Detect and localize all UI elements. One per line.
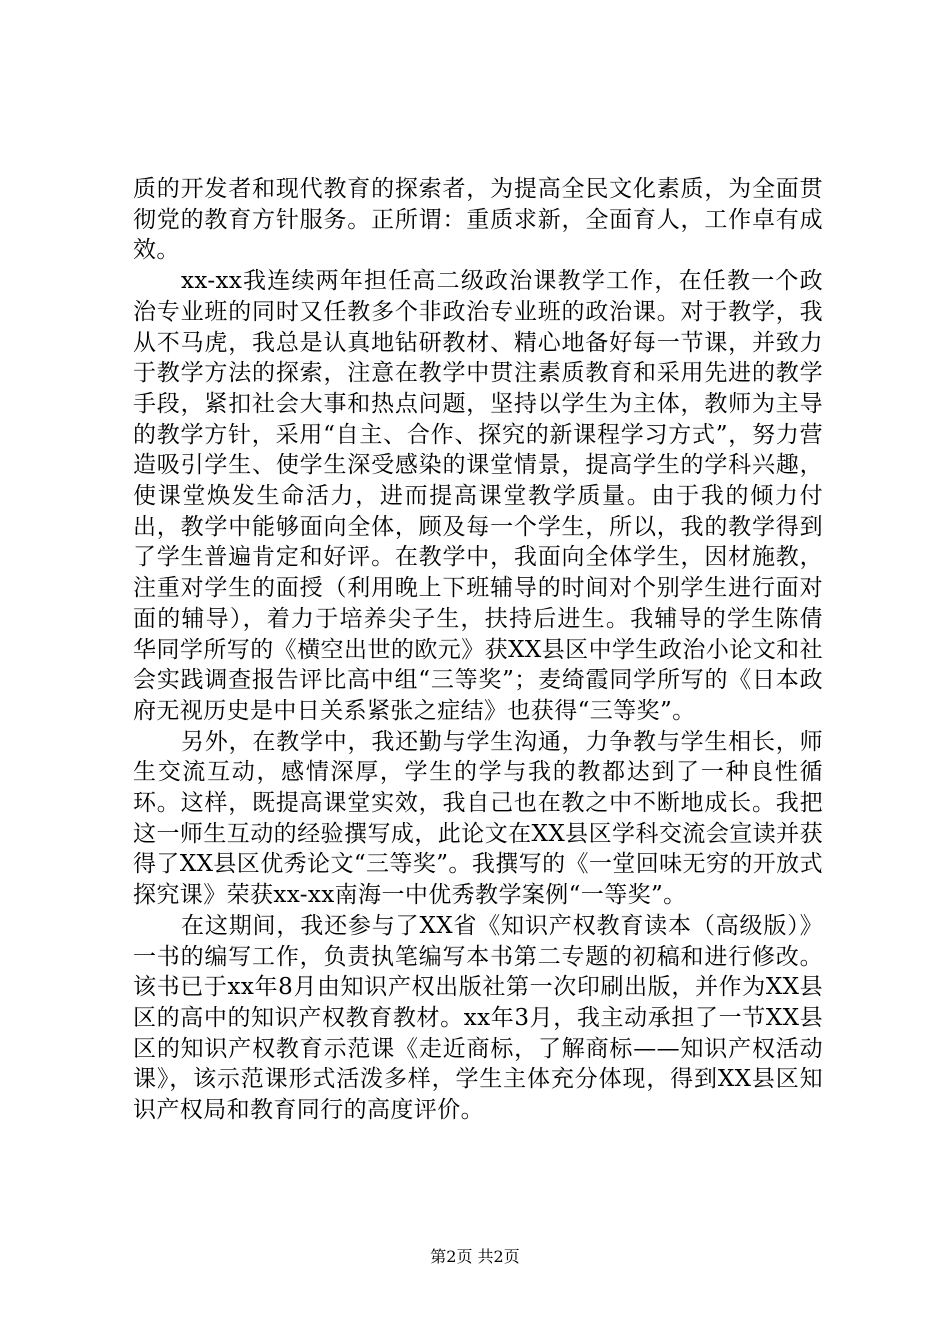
- paragraph-1: 质的开发者和现代教育的探索者，为提高全民文化素质，为全面贯彻党的教育方针服务。正所谓：重质求新，全面育人，工作卓有成效。: [133, 176, 823, 264]
- paragraph-2: xx-xx我连续两年担任高二级政治课教学工作，在任教一个政治专业班的同时又任教多个非政治专业班的政治课。对于教学，我从不马虎，我总是认真地钻研教材、精心地备好每一节课，并致力于教学方法的探索，注意在教学中贯注素质教育和采用先进的教学手段，紧扣社会大事和热点问题，坚持以学生为主体，教师为主导的教学方针，采用“自主、合作、探究的新课程学习方式”，努力营造吸引学生、使学生深受感染的课堂情景，提高学生的学科兴趣，使课堂焕发生命活力，进而提高课堂教学质量。由于我的倾力付出，教学中能够面向全体，顾及每一个学生，所以，我的教学得到了学生普遍肯定和好评。在教学中，我面向全体学生，因材施教，注重对学生的面授（利用晚上下班辅导的时间对个别学生进行面对面的辅导），着力于培养尖子生，扶持后进生。我辅导的学生陈倩华同学所写的《横空出世的欧元》获XX县区中学生政治小论文和社会实践调查报告评比高中组“三等奖”；麦绮霞同学所写的《日本政府无视历史是中日关系紧张之症结》也获得“三等奖”。: [133, 268, 823, 724]
- paragraph-4: 在这期间，我还参与了XX省《知识产权教育读本（高级版）》一书的编写工作，负责执笔编写本书第二专题的初稿和进行修改。该书已于xx年8月由知识产权出版社第一次印刷出版，并作为XX县区的高中的知识产权教育教材。xx年3月，我主动承担了一节XX县区的知识产权教育示范课《走近商标，了解商标——知识产权活动课》，该示范课形式活泼多样，学生主体充分体现，得到XX县区知识产权局和教育同行的高度评价。: [133, 912, 823, 1124]
- paragraph-3: 另外，在教学中，我还勤与学生沟通，力争教与学生相长，师生交流互动，感情深厚，学生的学与我的教都达到了一种良性循环。这样，既提高课堂实效，我自己也在教之中不断地成长。我把这一师生互动的经验撰写成，此论文在XX县区学科交流会宣读并获得了XX县区优秀论文“三等奖”。我撰写的《一堂回味无穷的开放式探究课》荣获xx-xx南海一中优秀教学案例“一等奖”。: [133, 728, 823, 909]
- page-number-footer: 第2页 共2页: [430, 1247, 520, 1266]
- document-body: [133, 174, 823, 1126]
